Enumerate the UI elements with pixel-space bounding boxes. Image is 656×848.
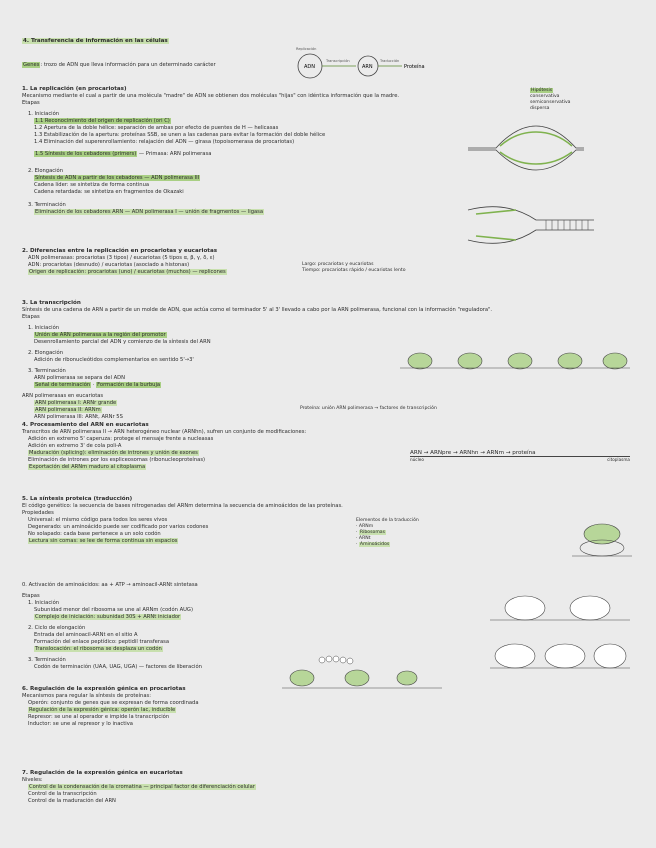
section-regulacion-procariotas — [22, 686, 402, 728]
step: Formación del enlace peptídico: peptidil transferasa — [34, 639, 170, 645]
ribosome-diagram — [572, 520, 632, 560]
hypotheses: Hipótesis conservativa semiconservativa dispersa — [530, 88, 571, 111]
item: Niveles: — [22, 777, 43, 783]
section-title: 6. Regulación de la expresión génica en procariotas — [22, 686, 186, 692]
stage: 3. Terminación — [28, 202, 66, 208]
section-title: 5. La síntesis proteica (traducción) — [22, 496, 133, 502]
step: Complejo de iniciación: subunidad 30S + ARNt iniciador — [35, 614, 181, 620]
dogma-rna: ARN — [362, 64, 373, 70]
translation-diagrams — [490, 586, 630, 686]
section-title: 1. La replicación (en procariotas) — [22, 86, 127, 92]
intro-line: Genes: trozo de ADN que lleva información para un determinado carácter — [23, 62, 216, 68]
item: Adición en extremo 5' caperuza: protege el mensaje frente a nucleasas — [28, 436, 214, 442]
definition: Mecanismo mediante el cual a partir de una molécula "madre" de ADN se obtienen dos moléculas "hijas" con idéntica información que la madre. — [22, 93, 400, 99]
section-replicacion: 1. La replicación (en procariotas) Mecanismo mediante el cual a partir de una molécula "madre" de ADN se obtienen dos moléculas "hijas" con idéntica información que la madre. Etapas 1. Iniciación 1.1 Reconocimiento del origen de replicación (ori C) 1.2 Apertura de la doble hélice: separación de ambas por efecto de puentes de H — helicasas 1.3 Estabilización de la apertura: proteínas SSB, se unen a las cadenas para evitar la formación del doble hélice 1.4 Eliminación del superenrollamiento: relajación del ADN — girasa (topoisomerasa de procariotas) 1.5 Síntesis de los cebadores (primers) — Primasa: ARN polimerasa 2. Elongación Síntesis de ADN a partir de los cebadores — ADN polimerasa III Cadena líder: se sintetiza de forma continua Cadena retardada: se sintetiza en fragmentos de Okazaki 3. Terminación Eliminación de los cebadores ARN — ADN polimerasa I — unión de fragmentos — ligasa — [22, 86, 542, 216]
property: No solapado: cada base pertenece a un solo codón — [28, 531, 161, 537]
dogma-protein: Proteína — [404, 64, 425, 70]
row: ADN: procariotas (desnudo) / eucariotas (asociado a histonas) — [28, 262, 190, 268]
label: Etapas — [22, 593, 40, 599]
stage: 1. Iniciación — [28, 600, 60, 606]
item: Inductor: se une al represor y lo inactiva — [28, 721, 133, 727]
step: Cadena líder: se sintetiza de forma continua — [34, 182, 150, 188]
definition: Transcritos de ARN polimerasa II → ARN heterogéneo nuclear (ARNhn), sufren un conjunto de modificaciones: — [22, 429, 307, 435]
processing-flow: ARN → ARNpre → ARNhn → ARNm → proteína núcleo citoplasma — [410, 450, 630, 462]
step: ARN polimerasa se separa del ADN — [34, 375, 125, 381]
item: Exportación del ARNm maduro al citoplasma — [29, 464, 146, 470]
translation-elements: Elementos de la traducción · ARNm · Ribosomas · ARNt · Aminoácidos — [356, 518, 419, 547]
item: Operón: conjunto de genes que se expresan de forma coordinada — [28, 700, 199, 706]
section-procesamiento — [22, 422, 402, 471]
definition: Síntesis de una cadena de ARN a partir de un molde de ADN, que actúa como el terminador 5' al 3' llevado a cabo por la ARN polimerasa, funcional con la información "reguladora". — [22, 307, 493, 313]
stage: ARN polimerasas en eucariotas — [22, 393, 104, 399]
transcription-sequence-diagram — [400, 346, 630, 376]
stage: 2. Ciclo de elongación — [28, 625, 86, 631]
item: Mecanismos para regular la síntesis de proteínas: — [22, 693, 151, 699]
step: Unión de ARN polimerasa a la región del promotor — [35, 332, 166, 338]
row: Origen de replicación: procariotas (uno) / eucariotas (muchos) — replicones — [29, 269, 226, 275]
section-title: 3. La transcripción — [22, 300, 81, 306]
stage: 0. Activación de aminoácidos: aa + ATP → aminoacil-ARNt sintetasa — [22, 582, 198, 588]
definition: El código genético: la secuencia de bases nitrogenadas del ARNm determina la secuencia de aminoácidos de las proteínas. — [22, 503, 343, 509]
step: 1.3 Estabilización de la apertura: proteínas SSB, se unen a las cadenas para evitar la formación del doble hélice — [34, 132, 326, 138]
stage: 3. Terminación — [28, 657, 66, 663]
section-traduccion — [22, 496, 352, 545]
item: Regulación de la expresión génica: operón lac, inducible — [29, 707, 176, 713]
section-regulacion-eucariotas — [22, 770, 402, 805]
dogma-trad: Traducción — [380, 59, 400, 63]
item: Control de la condensación de la cromatina — principal factor de diferenciación celular — [29, 784, 255, 790]
central-dogma-diagram — [290, 44, 440, 84]
dogma-dna: ADN — [304, 64, 316, 70]
section-title: 7. Regulación de la expresión génica en eucariotas — [22, 770, 183, 776]
stage: 1. Iniciación — [28, 111, 60, 117]
item: Control de la maduración del ARN — [28, 798, 116, 804]
step: Síntesis de ADN a partir de los cebadores — ADN polimerasa III — [35, 175, 200, 181]
stage: 2. Elongación — [28, 168, 64, 174]
section-diferencias — [22, 248, 302, 276]
section-title: 4. Procesamiento del ARN en eucariotas — [22, 422, 149, 428]
step: Adición de ribonucleótidos complementarios en sentido 5'→3' — [34, 357, 194, 363]
label: Propiedades — [22, 510, 54, 516]
replication-fork-diagram — [466, 190, 596, 262]
transcription-note: Proteína: unión ARN polimerasa → factores de transcripción — [300, 406, 437, 411]
replication-bubble-diagram — [466, 124, 586, 172]
item: Adición en extremo 3' de cola poli-A — [28, 443, 122, 449]
dogma-rep: Replicación — [296, 47, 317, 51]
dogma-tr: Transcripción — [326, 59, 350, 63]
item: Control de la transcripción — [28, 791, 97, 797]
item: Maduración (splicing): eliminación de intrones y unión de exones — [29, 450, 198, 456]
stage: 3. Terminación — [28, 368, 66, 374]
section-transcripcion: 3. La transcripción Síntesis de una cadena de ARN a partir de un molde de ADN, que actúa como el terminador 5' al 3' llevado a cabo por la ARN polimerasa, funcional con la información "reguladora". Etapas 1. Iniciación Unión de ARN polimerasa a la región del promotor Desenrollamiento parcial del ADN y comienzo de la síntesis del ARN 2. Elongación Adición de ribonucleótidos complementarios en sentido 5'→3' 3. Terminación ARN polimerasa se separa del ADN Señal de terminación · Formación de la burbuja ARN polimerasas en eucariotas ARN polimerasa I: ARNr grande ARN polimerasa II: ARNm ARN polimerasa III: ARNt, ARNr 5S — [22, 300, 582, 421]
step: 1.1 Reconocimiento del origen de replicación (ori C) — [35, 118, 170, 124]
step: 1.4 Eliminación del superenrollamiento: relajación del ADN — girasa (topoisomerasa de procariotas) — [34, 139, 295, 145]
step: Eliminación de los cebadores ARN — ADN polimerasa I — unión de fragmentos — ligasa — [35, 209, 264, 215]
label: Etapas — [22, 314, 40, 320]
step: 1.5 Síntesis de los cebadores (primers) — [35, 151, 137, 157]
stage: 1. Iniciación — [28, 325, 60, 331]
step: Codón de terminación (UAA, UAG, UGA) — factores de liberación — [34, 664, 202, 670]
section-title: 2. Diferencias entre la replicación en procariotas y eucariotas — [22, 248, 218, 254]
step: 1.2 Apertura de la doble hélice: separación de ambas por efecto de puentes de H — helicasas — [34, 125, 279, 131]
property: Lectura sin comas: se lee de forma continua sin espacios — [29, 538, 178, 544]
item: Represor: se une al operador e impide la transcripción — [28, 714, 170, 720]
step: Entrada del aminoacil-ARNt en el sitio A — [34, 632, 138, 638]
diferencias-right: Largo: procariotas y eucariotas Tiempo: procariotas rápido / eucariotas lento — [302, 262, 406, 273]
step: Subunidad menor del ribosoma se une al ARNm (codón AUG) — [34, 607, 193, 613]
property: Degenerado: un aminoácido puede ser codificado por varios codones — [28, 524, 209, 530]
property: Universal: el mismo código para todos los seres vivos — [28, 517, 168, 523]
step: Desenrollamiento parcial del ADN y comienzo de la síntesis del ARN — [34, 339, 211, 345]
stage: 2. Elongación — [28, 350, 64, 356]
step: Cadena retardada: se sintetiza en fragmentos de Okazaki — [34, 189, 184, 195]
label: Etapas — [22, 100, 40, 106]
row: ADN polimerasas: procariotas (3 tipos) / eucariotas (5 tipos α, β, γ, δ, ε) — [28, 255, 215, 261]
item: Eliminación de intrones por los espliceosomas (ribonucleoproteínas) — [28, 457, 206, 463]
step: Translocación: el ribosoma se desplaza un codón — [35, 646, 162, 652]
page-title: 4. Transferencia de información en las células — [23, 38, 168, 44]
